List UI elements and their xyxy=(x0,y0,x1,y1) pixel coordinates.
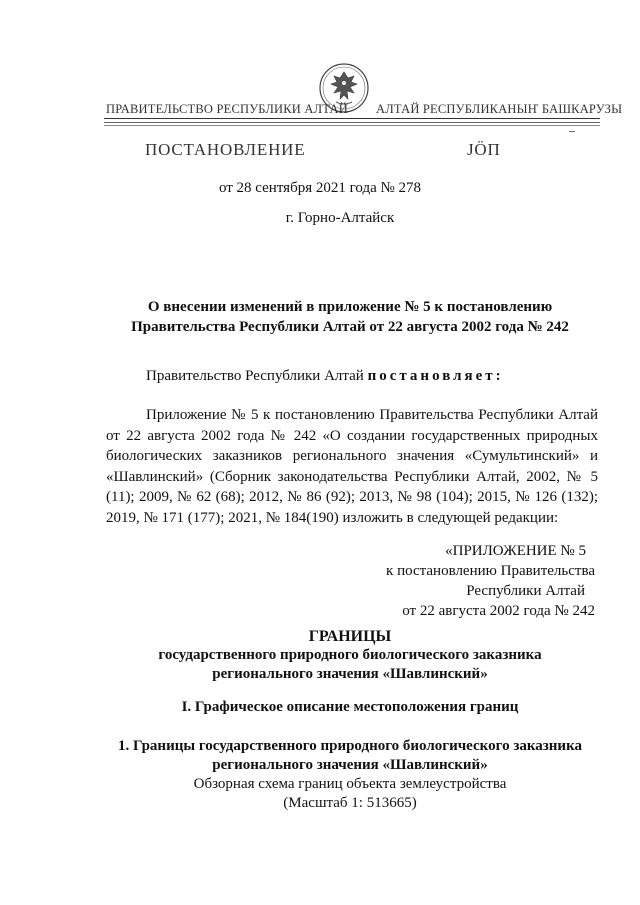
header-rule xyxy=(104,122,600,123)
title-line: Правительства Республики Алтай от 22 августа 2002 года № 242 xyxy=(131,319,569,335)
section-heading: I. Графическое описание местоположения границ xyxy=(181,699,519,715)
header-rule xyxy=(104,125,600,126)
item-1-line: регионального значения «Шавлинский» xyxy=(212,757,488,773)
bounds-sub-line: регионального значения «Шавлинский» xyxy=(212,666,488,682)
doc-type-russian: ПОСТАНОВЛЕНИЕ xyxy=(145,140,306,159)
city: г. Горно-Алтайск xyxy=(285,210,395,226)
appendix-line: к постановлению Правительства xyxy=(386,563,595,579)
appendix-line: от 22 августа 2002 года № 242 xyxy=(402,603,595,619)
header-right-org: АЛТАЙ РЕСПУБЛИКАНЫҤ БАШКАРУЗЫ xyxy=(376,102,623,116)
date-number: от 28 сентября 2021 года № 278 xyxy=(218,180,422,196)
bounds-sub-line: государственного природного биологического заказника xyxy=(158,647,542,663)
decree-line xyxy=(146,368,504,385)
document-title xyxy=(100,297,600,337)
appendix-line: Республики Алтай xyxy=(466,583,585,599)
appendix-line: «ПРИЛОЖЕНИЕ № 5 xyxy=(445,543,586,559)
item-1-line: Обзорная схема границ объекта землеустройства xyxy=(193,776,507,792)
divider-mark xyxy=(569,131,575,132)
appendix-block xyxy=(340,541,595,621)
title-line: О внесении изменений в приложение № 5 к постановлению xyxy=(147,299,553,315)
doc-type-altai: JÖП xyxy=(467,140,501,159)
bounds-subheading xyxy=(100,646,600,684)
item-1-block xyxy=(100,737,600,813)
header-left-org: ПРАВИТЕЛЬСТВО РЕСПУБЛИКИ АЛТАЙ xyxy=(106,102,348,116)
header-rule xyxy=(104,118,600,119)
item-1-line: 1. Границы государственного природного биологического заказника xyxy=(117,738,582,754)
body-paragraph: Приложение № 5 к постановлению Правительства Республики Алтай от 22 августа 2002 года № 242 «О создании государственных природных биологических заказников регионального значения «Сумультинский» и «Шавлинский» (Сборник законодательства Республики Алтай, 2002, № 5 (11); 2009, № 62 (68); 2012, № 86 (92); 2013, № 98 (104); 2015, № 126 (132); 2019, № 171 (177); 2021, № 184(190) изложить в следующей редакции: xyxy=(106,407,598,526)
decree-verb: постановляет: xyxy=(367,368,504,384)
bounds-heading: ГРАНИЦЫ xyxy=(308,628,392,645)
item-1-line: (Масштаб 1: 513665) xyxy=(283,795,417,811)
decree-subject: Правительство Республики Алтай xyxy=(146,368,368,384)
